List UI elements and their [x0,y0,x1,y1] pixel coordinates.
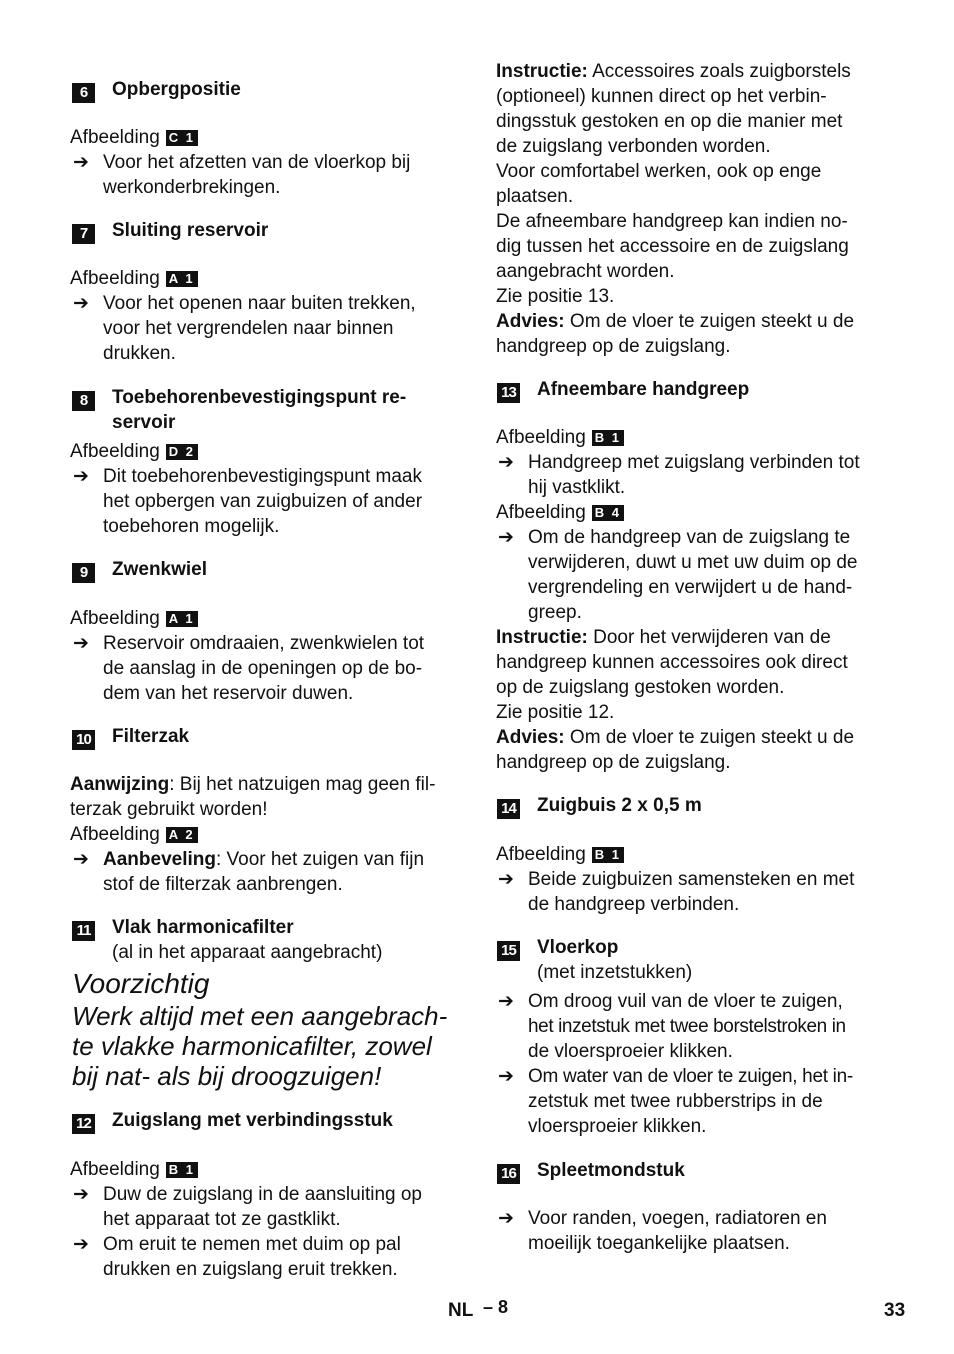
section-title-11: Vlak harmonicafilter [112,917,294,938]
step-text: vloersproeier klikken. [528,1116,707,1137]
step-text: Om eruit te nemen met duim op pal [103,1234,401,1255]
arrow-icon: ➔ [498,991,514,1012]
step-text: Om de handgreep van de zuigslang te [528,527,851,548]
step-text: Voor randen, voegen, radiatoren en [528,1208,827,1229]
step-text: de vloersproeier klikken. [528,1041,733,1062]
arrow-icon: ➔ [73,152,89,173]
step-text: zetstuk met twee rubberstrips in de [528,1091,823,1112]
advice-text: Advies: Om de vloer te zuigen steekt u de [496,727,855,748]
figure-badge: B 1 [166,1162,198,1178]
figure-badge: A 2 [166,827,198,843]
warning-text: bij nat- als bij droogzuigen! [72,1061,382,1091]
step-text: hij vastklikt. [528,477,626,498]
section-title-9: Zwenkwiel [112,559,208,580]
step-text: het opbergen van zuigbuizen of ander [103,491,423,512]
body-text: aangebracht worden. [496,261,675,282]
advice-text: handgreep op de zuigslang. [496,752,731,773]
figure-ref: Afbeelding B 1 [496,842,624,867]
section-number-16: 16 [497,1164,520,1184]
section-number-15: 15 [497,941,520,961]
arrow-icon: ➔ [498,1208,514,1229]
arrow-icon: ➔ [498,1066,514,1087]
instruction-text: Instructie: Accessoires zoals zuigborstels [496,61,851,82]
step-text: Duw de zuigslang in de aansluiting op [103,1184,422,1205]
arrow-icon: ➔ [73,1184,89,1205]
arrow-icon: ➔ [498,452,514,473]
figure-ref: Afbeelding C 1 [70,125,198,150]
step-text: de aanslag in de openingen op de bo- [103,658,423,679]
instruction-text: Instructie: Door het verwijderen van de [496,627,831,648]
section-number-10: 10 [72,730,95,750]
advice-text: handgreep op de zuigslang. [496,336,731,357]
section-title-13: Afneembare handgreep [537,379,750,400]
section-subtitle-15: (met inzetstukken) [537,962,693,983]
warning-text: te vlakke harmonicafilter, zowel [72,1031,432,1061]
step-text: het inzetstuk met twee borstelstroken in [528,1016,846,1037]
warning-text: Werk altijd met een aangebrach- [72,1001,448,1031]
section-title-14: Zuigbuis 2 x 0,5 m [537,795,702,816]
note-text: Aanwijzing: Bij het natzuigen mag geen fil- [70,774,436,795]
section-title-7: Sluiting reservoir [112,220,269,241]
section-number-8: 8 [72,391,95,411]
section-subtitle-11: (al in het apparaat aangebracht) [112,942,383,963]
footer-page-sub: – 8 [483,1297,509,1317]
see-position: Zie positie 12. [496,702,615,723]
step-text: Aanbeveling: Voor het zuigen van fijn [103,849,425,870]
step-text: toebehoren mogelijk. [103,516,280,537]
section-number-9: 9 [72,563,95,583]
footer-language: NL [448,1300,474,1321]
step-text: Dit toebehorenbevestigingspunt maak [103,466,422,487]
section-number-6: 6 [72,83,95,103]
footer-page-number: 33 [884,1300,906,1321]
figure-badge: B 1 [592,430,624,446]
figure-ref: Afbeelding A 1 [70,266,198,291]
step-text: Handgreep met zuigslang verbinden tot [528,452,860,473]
figure-badge: A 1 [166,271,198,287]
instruction-text: (optioneel) kunnen direct op het verbin- [496,86,827,107]
arrow-icon: ➔ [73,633,89,654]
body-text: plaatsen. [496,186,574,207]
step-text: vergrendeling en verwijdert u de hand- [528,577,853,598]
section-title-10: Filterzak [112,726,190,747]
instruction-text: dingsstuk gestoken en op die manier met [496,111,843,132]
step-text: Beide zuigbuizen samensteken en met [528,869,855,890]
step-text: voor het vergrendelen naar binnen [103,318,394,339]
instruction-text: handgreep kunnen accessoires ook direct [496,652,848,673]
warning-title: Voorzichtig [72,968,210,999]
arrow-icon: ➔ [73,1234,89,1255]
step-text: greep. [528,602,582,623]
step-text: werkonderbrekingen. [103,177,281,198]
figure-badge: A 1 [166,611,198,627]
note-text: terzak gebruikt worden! [70,799,268,820]
arrow-icon: ➔ [498,869,514,890]
arrow-icon: ➔ [73,293,89,314]
advice-text: Advies: Om de vloer te zuigen steekt u de [496,311,855,332]
step-text: Voor het openen naar buiten trekken, [103,293,416,314]
step-text: Reservoir omdraaien, zwenkwielen tot [103,633,425,654]
step-text: stof de filterzak aanbrengen. [103,874,343,895]
section-title-16: Spleetmondstuk [537,1160,685,1181]
step-text: Voor het afzetten van de vloerkop bij [103,152,411,173]
step-text: drukken. [103,343,176,364]
figure-ref: Afbeelding B 4 [496,500,624,525]
body-text: De afneembare handgreep kan indien no- [496,211,848,232]
section-title-12: Zuigslang met verbindingsstuk [112,1110,393,1131]
instruction-text: de zuigslang verbonden worden. [496,136,771,157]
instruction-text: op de zuigslang gestoken worden. [496,677,785,698]
step-text: Om water van de vloer te zuigen, het in- [528,1066,853,1087]
section-number-13: 13 [497,383,520,403]
arrow-icon: ➔ [73,466,89,487]
figure-badge: B 1 [592,847,624,863]
figure-ref: Afbeelding B 1 [496,425,624,450]
figure-badge: C 1 [166,130,198,146]
step-text: Om droog vuil van de vloer te zuigen, [528,991,843,1012]
figure-ref: Afbeelding A 2 [70,822,198,847]
step-text: het apparaat tot ze gastklikt. [103,1209,341,1230]
section-title-8: Toebehorenbevestigingspunt re- [112,387,407,408]
figure-ref: Afbeelding D 2 [70,439,198,464]
body-text: Voor comfortabel werken, ook op enge [496,161,822,182]
step-text: verwijderen, duwt u met uw duim op de [528,552,858,573]
step-text: moeilijk toegankelijke plaatsen. [528,1233,790,1254]
step-text: dem van het reservoir duwen. [103,683,354,704]
section-number-14: 14 [497,799,520,819]
figure-ref: Afbeelding A 1 [70,606,198,631]
section-number-12: 12 [72,1114,95,1134]
arrow-icon: ➔ [73,849,89,870]
figure-badge: D 2 [166,444,198,460]
arrow-icon: ➔ [498,527,514,548]
section-title-6: Opbergpositie [112,79,241,100]
section-number-11: 11 [72,921,95,941]
step-text: de handgreep verbinden. [528,894,740,915]
figure-badge: B 4 [592,505,624,521]
see-position: Zie positie 13. [496,286,615,307]
step-text: drukken en zuigslang eruit trekken. [103,1259,398,1280]
section-title-8-cont: servoir [112,412,176,433]
section-title-15: Vloerkop [537,937,619,958]
figure-ref: Afbeelding B 1 [70,1157,198,1182]
section-number-7: 7 [72,224,95,244]
body-text: dig tussen het accessoire en de zuigslang [496,236,849,257]
